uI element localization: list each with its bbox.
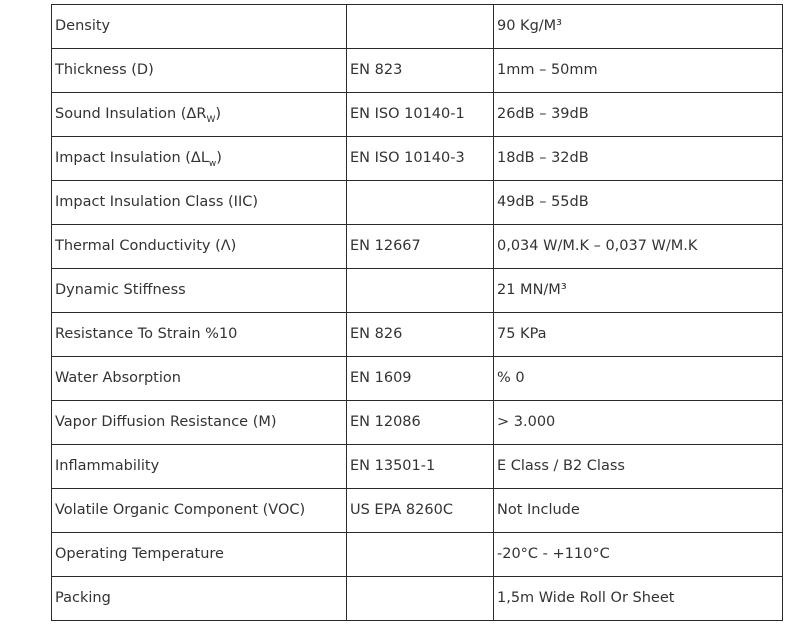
standard-cell <box>347 577 494 621</box>
table-row <box>52 225 783 269</box>
value-cell: 1,5m Wide Roll Or Sheet <box>494 577 783 621</box>
value-cell: > 3.000 <box>494 401 783 445</box>
property-suffix: ) <box>215 106 222 123</box>
standard-cell <box>347 269 494 313</box>
standard-cell <box>347 533 494 577</box>
table-row <box>52 489 783 533</box>
value-cell: 21 MN/M³ <box>494 269 783 313</box>
standard-cell <box>347 5 494 49</box>
property-cell: Density <box>52 5 347 49</box>
property-cell: Packing <box>52 577 347 621</box>
table-row <box>52 313 783 357</box>
property-cell: Dynamic Stiffness <box>52 269 347 313</box>
value-cell: -20°C - +110°C <box>494 533 783 577</box>
property-cell: Volatile Organic Component (VOC) <box>52 489 347 533</box>
property-cell: Thermal Conductivity (Λ) <box>52 225 347 269</box>
table-row <box>52 93 783 137</box>
value-cell: 1mm – 50mm <box>494 49 783 93</box>
standard-cell: EN 12667 <box>347 225 494 269</box>
table-row <box>52 5 783 49</box>
standard-cell: EN ISO 10140-1 <box>347 93 494 137</box>
value-cell: 90 Kg/M³ <box>494 5 783 49</box>
standard-cell <box>347 181 494 225</box>
property-cell: Vapor Diffusion Resistance (M) <box>52 401 347 445</box>
standard-cell: EN 823 <box>347 49 494 93</box>
property-cell <box>52 93 347 137</box>
property-cell: Water Absorption <box>52 357 347 401</box>
property-text: Impact Insulation (ΔL <box>55 150 209 167</box>
standard-cell: EN 13501-1 <box>347 445 494 489</box>
property-subscript: W <box>206 115 216 126</box>
standard-cell: EN 1609 <box>347 357 494 401</box>
value-cell: 75 KPa <box>494 313 783 357</box>
standard-cell: EN ISO 10140-3 <box>347 137 494 181</box>
value-cell: 0,034 W/M.K – 0,037 W/M.K <box>494 225 783 269</box>
property-cell: Operating Temperature <box>52 533 347 577</box>
property-cell: Impact Insulation Class (IIC) <box>52 181 347 225</box>
property-cell: Thickness (D) <box>52 49 347 93</box>
table-row <box>52 269 783 313</box>
table-row <box>52 49 783 93</box>
standard-cell: EN 12086 <box>347 401 494 445</box>
standard-cell: US EPA 8260C <box>347 489 494 533</box>
value-cell: 49dB – 55dB <box>494 181 783 225</box>
table-row <box>52 533 783 577</box>
value-cell: Not Include <box>494 489 783 533</box>
table-row <box>52 401 783 445</box>
table-row <box>52 137 783 181</box>
specification-table <box>51 4 783 621</box>
value-cell: 26dB – 39dB <box>494 93 783 137</box>
table-row <box>52 445 783 489</box>
table-row <box>52 181 783 225</box>
property-cell: Inflammability <box>52 445 347 489</box>
property-cell <box>52 137 347 181</box>
table-row <box>52 357 783 401</box>
property-cell: Resistance To Strain %10 <box>52 313 347 357</box>
value-cell: 18dB – 32dB <box>494 137 783 181</box>
property-text: Sound Insulation (ΔR <box>55 106 207 123</box>
property-subscript: w <box>208 159 217 170</box>
property-suffix: ) <box>216 150 222 167</box>
standard-cell: EN 826 <box>347 313 494 357</box>
value-cell: % 0 <box>494 357 783 401</box>
value-cell: E Class / B2 Class <box>494 445 783 489</box>
table-row <box>52 577 783 621</box>
